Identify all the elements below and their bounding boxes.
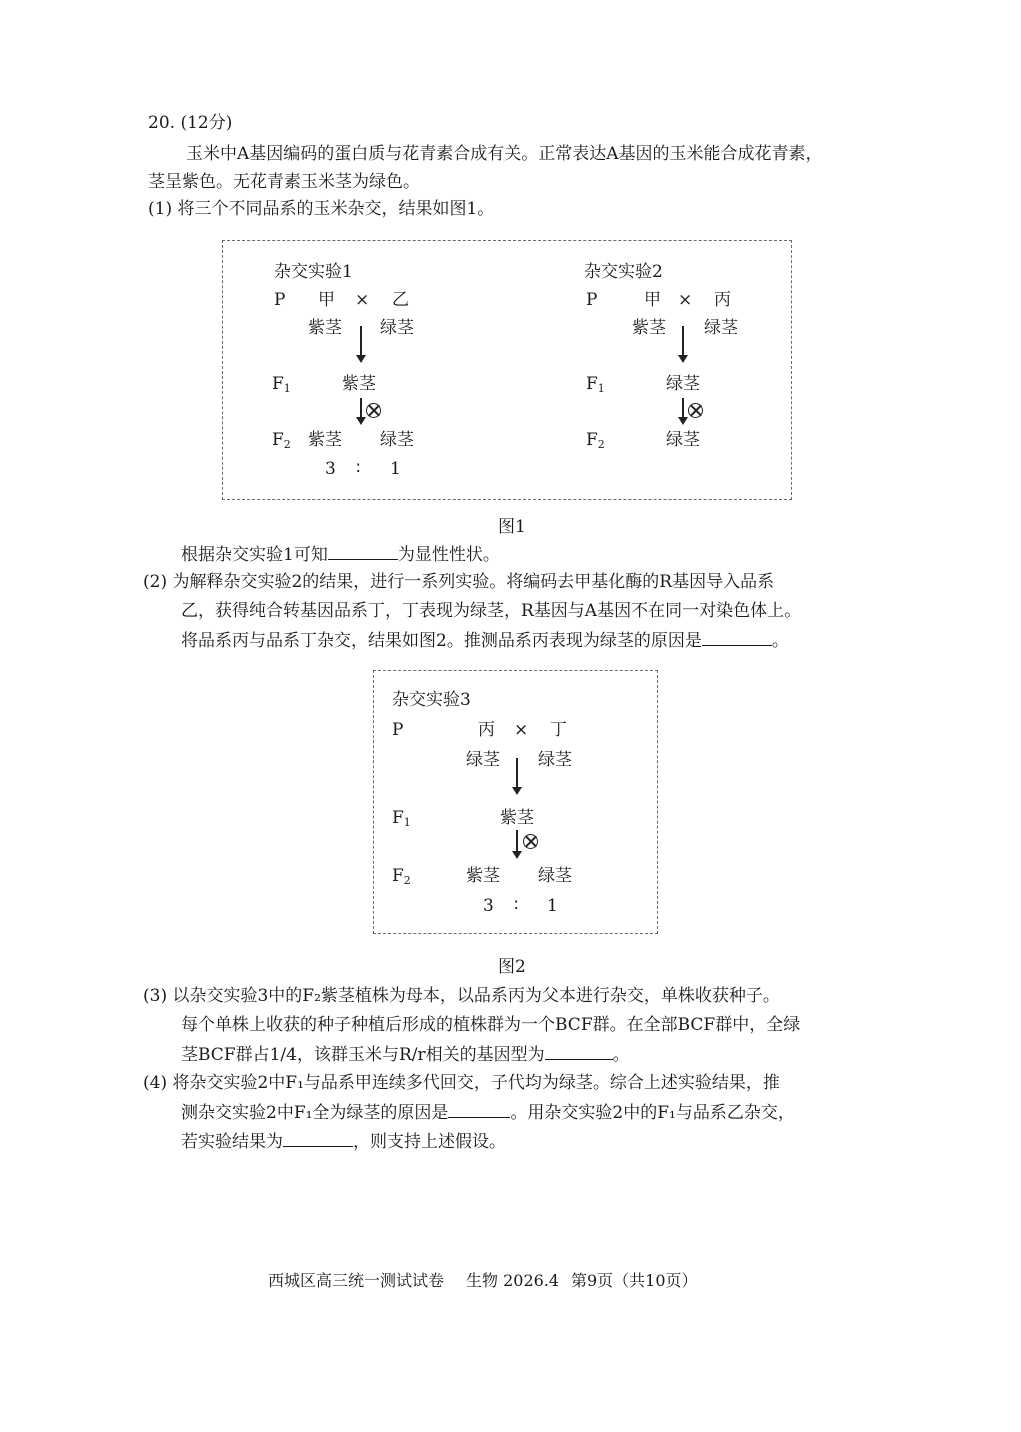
exp2-f2-label: $F_2$ (586, 430, 605, 451)
exp1-ratio2: 1 (390, 459, 401, 479)
exp2-title: 杂交实验2 (584, 262, 663, 282)
footer-exam-title: 西城区高三统一测试试卷 (268, 1271, 445, 1290)
exp1-pheno2: 绿茎 (380, 318, 414, 338)
exp1-parent2: 乙 (392, 290, 409, 310)
exp2-pheno1: 紫茎 (632, 318, 666, 338)
answer-blank-2 (702, 629, 772, 646)
intro-line-1: 玉米中A基因编码的蛋白质与花青素合成有关。正常表达A基因的玉米能合成花青素， (186, 144, 823, 164)
exp1-parent1: 甲 (318, 290, 335, 310)
exp2-parent1: 甲 (644, 290, 661, 310)
exp1-title: 杂交实验1 (274, 262, 353, 282)
exp2-pheno2: 绿茎 (704, 318, 738, 338)
exp3-f1-pheno: 紫茎 (500, 808, 534, 828)
answer-blank-4 (448, 1101, 510, 1118)
exp1-f2-pheno1: 紫茎 (308, 430, 342, 450)
part3-line-2: 每个单株上收获的种子种植后形成的植株群为一个BCF群。在全部BCF群中，全绿 (181, 1015, 801, 1035)
selfing-icon (523, 834, 538, 849)
part1-text: (1) 将三个不同品系的玉米杂交，结果如图1。 (148, 199, 495, 219)
footer-page-number: 第9页（共10页） (571, 1271, 698, 1290)
exp1-f1-label: $F_1$ (272, 374, 291, 395)
selfing-icon (366, 403, 381, 418)
exp3-f2-pheno1: 紫茎 (466, 866, 500, 886)
exp2-f2-pheno: 绿茎 (666, 430, 700, 450)
exp1-f2-pheno2: 绿茎 (380, 430, 414, 450)
answer-blank-3 (545, 1043, 613, 1060)
exp3-p-label: P (392, 720, 404, 740)
exp3-ratio-sep: ∶ (514, 896, 519, 916)
exp3-parent2: 丁 (550, 720, 567, 740)
part4-line-2: 测杂交实验2中F₁全为绿茎的原因是 。用杂交实验2中的F₁与品系乙杂交， (181, 1103, 795, 1123)
exp2-cross: × (678, 290, 693, 310)
exp1-ratio-sep: ∶ (356, 459, 361, 479)
part2-line-1: (2) 为解释杂交实验2的结果，进行一系列实验。将编码去甲基化酶的R基因导入品系 (143, 572, 775, 592)
answer-blank-1 (328, 543, 398, 560)
intro-line-2: 茎呈紫色。无花青素玉米茎为绿色。 (148, 172, 420, 192)
part3-line-1: (3) 以杂交实验3中的F₂紫茎植株为母本，以品系丙为父本进行杂交，单株收获种子。 (143, 986, 780, 1006)
exp2-arrow-down (682, 326, 684, 356)
exp1-p-label: P (274, 290, 286, 310)
exp2-f1-label: $F_1$ (586, 374, 605, 395)
exp3-f2-label: $F_2$ (392, 866, 411, 887)
selfing-icon (688, 403, 703, 418)
exp2-f1-pheno: 绿茎 (666, 374, 700, 394)
footer-subject: 生物 2026.4 (466, 1271, 560, 1290)
exp3-f1-label: $F_1$ (392, 808, 411, 829)
exp3-parent1: 丙 (478, 720, 495, 740)
exp3-cross: × (514, 720, 529, 740)
exp3-pheno2: 绿茎 (538, 750, 572, 770)
exp3-title: 杂交实验3 (392, 690, 471, 710)
part4-line-3: 若实验结果为 ，则支持上述假设。 (181, 1132, 506, 1152)
exp3-ratio1: 3 (483, 896, 494, 916)
exp3-pheno1: 绿茎 (466, 750, 500, 770)
part1-question: 根据杂交实验1可知 为显性性状。 (181, 545, 500, 565)
question-header: 20. (12分) (148, 113, 233, 133)
exp1-f2-label: $F_2$ (272, 430, 291, 451)
part4-line-1: (4) 将杂交实验2中F₁与品系甲连续多代回交，子代均为绿茎。综合上述实验结果，推 (143, 1073, 780, 1093)
exp1-ratio1: 3 (325, 459, 336, 479)
exp1-pheno1: 紫茎 (308, 318, 342, 338)
exp3-arrow-self (516, 830, 518, 852)
exp1-arrow-down (360, 326, 362, 356)
exp2-parent2: 丙 (714, 290, 731, 310)
exp1-f1-pheno: 紫茎 (342, 374, 376, 394)
exp3-ratio2: 1 (547, 896, 558, 916)
part3-line-3: 茎BCF群占1/4，该群玉米与R/r相关的基因型为 。 (181, 1045, 630, 1065)
part2-line-2: 乙，获得纯合转基因品系丁，丁表现为绿茎，R基因与A基因不在同一对染色体上。 (181, 601, 802, 621)
exp1-cross: × (355, 290, 370, 310)
exp3-f2-pheno2: 绿茎 (538, 866, 572, 886)
exp2-p-label: P (586, 290, 598, 310)
answer-blank-5 (283, 1130, 353, 1147)
figure1-caption: 图1 (498, 517, 526, 537)
exp2-arrow-self (682, 398, 684, 418)
exp1-arrow-self (360, 398, 362, 418)
figure2-caption: 图2 (498, 957, 526, 977)
part2-line-3: 将品系丙与品系丁杂交，结果如图2。推测品系丙表现为绿茎的原因是 。 (181, 631, 789, 651)
exp3-arrow-down (516, 758, 518, 788)
